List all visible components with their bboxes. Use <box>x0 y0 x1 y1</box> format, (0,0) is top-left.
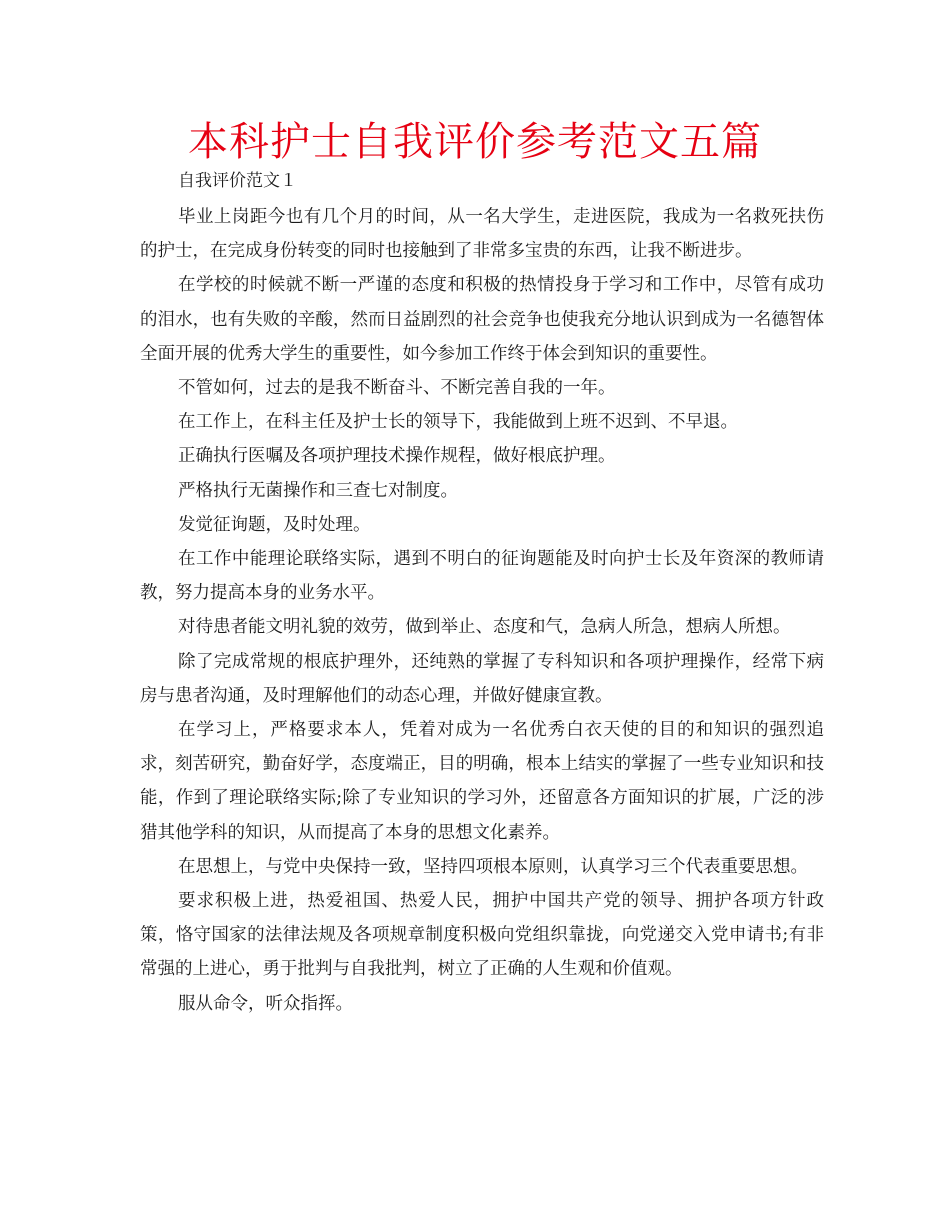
paragraph: 服从命令，听众指挥。 <box>178 993 353 1014</box>
paragraph: 在思想上，与党中央保持一致，坚持四项根本原则，认真学习三个代表重要思想。 <box>178 856 808 877</box>
paragraph: 在学校的时候就不断一严谨的态度和积极的热情投身于学习和工作中，尽管有成功的泪水，也有失败的辛酸，然而日益剧烈的社会竞争也使我充分地认识到成为一名德智体全面开展的优秀大学生的重要性，如今参加工作终于体会到知识的重要性。 <box>140 275 824 364</box>
document-title: 本科护士自我评价参考范文五篇 <box>188 119 762 165</box>
paragraph: 发觉征询题，及时处理。 <box>178 514 371 535</box>
paragraph: 严格执行无菌操作和三查七对制度。 <box>178 480 458 501</box>
section-subheading: 自我评价范文１ <box>178 171 297 191</box>
paragraph: 要求积极上进，热爱祖国、热爱人民，拥护中国共产党的领导、拥护各项方针政策，恪守国家的法律法规及各项规章制度积极向党组织靠拢，向党递交入党申请书;有非常强的上进心，勇于批判与自我批判，树立了正确的人生观和价值观。 <box>140 891 824 980</box>
paragraph: 毕业上岗距今也有几个月的时间，从一名大学生，走进医院，我成为一名救死扶伤的护士，在完成身份转变的同时也接触到了非常多宝贵的东西，让我不断进步。 <box>140 207 824 262</box>
paragraph: 对待患者能文明礼貌的效劳，做到举止、态度和气，急病人所急，想病人所想。 <box>178 617 791 638</box>
paragraph: 不管如何，过去的是我不断奋斗、不断完善自我的一年。 <box>178 378 616 399</box>
paragraph: 在工作上，在科主任及护士长的领导下，我能做到上班不迟到、不早退。 <box>178 412 738 433</box>
document-body <box>140 200 824 1021</box>
paragraph: 在学习上，严格要求本人，凭着对成为一名优秀白衣天使的目的和知识的强烈追求，刻苦研究，勤奋好学，态度端正，目的明确，根本上结实的掌握了一些专业知识和技能，作到了理论联络实际;除了专业知识的学习外，还留意各方面知识的扩展，广泛的涉猎其他学科的知识，从而提高了本身的思想文化素养。 <box>140 720 824 843</box>
paragraph: 正确执行医嘱及各项护理技术操作规程，做好根底护理。 <box>178 446 616 467</box>
paragraph: 在工作中能理论联络实际，遇到不明白的征询题能及时向护士长及年资深的教师请教，努力提高本身的业务水平。 <box>140 549 824 604</box>
paragraph: 除了完成常规的根底护理外，还纯熟的掌握了专科知识和各项护理操作，经常下病房与患者沟通，及时理解他们的动态心理，并做好健康宣教。 <box>140 651 824 706</box>
